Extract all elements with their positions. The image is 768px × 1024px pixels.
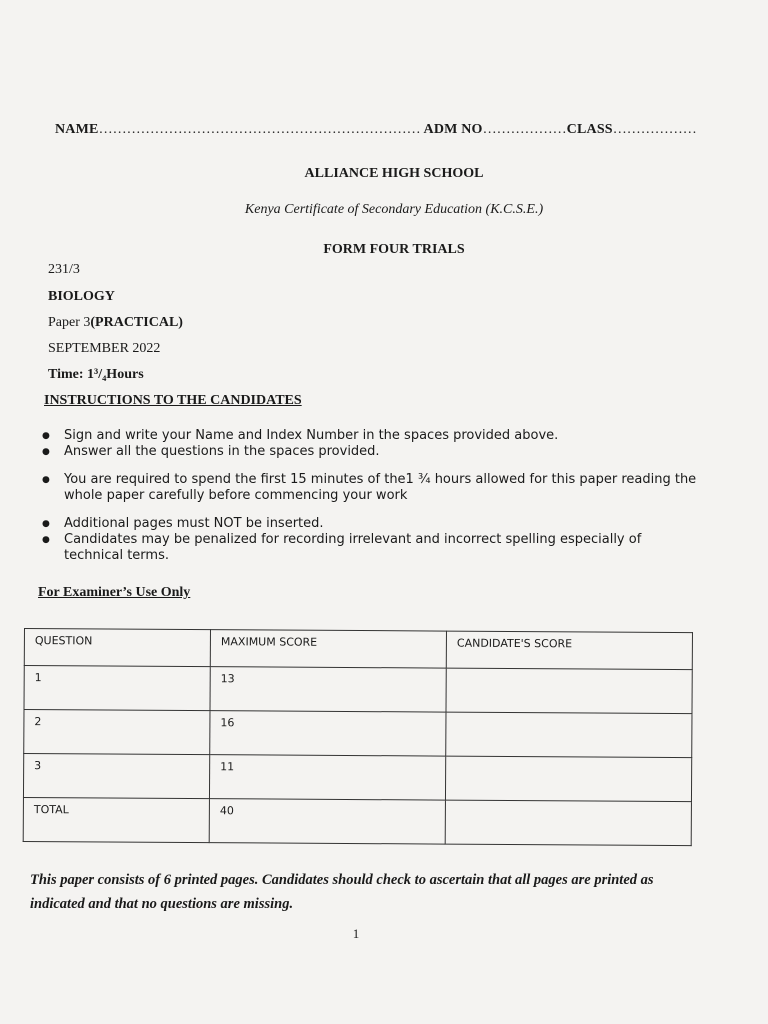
- time-value: 1³/₄Hours: [87, 367, 144, 382]
- question-cell: 1: [24, 666, 210, 711]
- table-row: [24, 666, 692, 714]
- instruction-item: ● You are required to spend the first 15 minutes of the1 ¾ hours allowed for this paper reading the whole paper carefully before commencing your work: [38, 472, 698, 504]
- time-label: Time:: [48, 367, 84, 382]
- table-row: [23, 754, 691, 802]
- class-field-dots[interactable]: ………………: [612, 122, 697, 137]
- paper-number: [48, 315, 183, 331]
- class-label: CLASS: [566, 122, 613, 137]
- question-cell: 3: [23, 754, 209, 799]
- examiner-heading: For Examiner’s Use Only: [38, 585, 191, 600]
- adm-no-field-dots[interactable]: ………………: [482, 122, 567, 137]
- time-allowed: [48, 367, 144, 383]
- exam-series: FORM FOUR TRIALS: [323, 242, 465, 257]
- school-name: ALLIANCE HIGH SCHOOL: [304, 166, 484, 181]
- total-candidate-score-cell[interactable]: [445, 800, 691, 846]
- instruction-item: ● Additional pages must NOT be inserted.: [38, 516, 698, 532]
- instructions-list: [38, 428, 698, 564]
- instruction-item: ● Candidates may be penalized for recording irrelevant and incorrect spelling especially of technical terms.: [38, 532, 698, 564]
- table-row-total: [23, 797, 691, 845]
- page-number: 1: [352, 926, 360, 941]
- name-label: NAME: [55, 122, 99, 137]
- instruction-item: ● Answer all the questions in the spaces provided.: [38, 444, 698, 460]
- paper-prefix: Paper 3: [48, 315, 91, 330]
- candidate-score-cell[interactable]: [446, 712, 692, 758]
- header-candidate-score: CANDIDATE'S SCORE: [446, 631, 692, 670]
- candidate-score-cell[interactable]: [445, 756, 691, 802]
- page-count-notice: This paper consists of 6 printed pages. Candidates should check to ascertain that all pages are printed as indicated and that no questions are missing.: [30, 872, 654, 912]
- total-label-cell: TOTAL: [23, 797, 209, 842]
- max-score-cell: 16: [210, 711, 446, 756]
- candidate-details-line: [55, 122, 697, 138]
- header-question: QUESTION: [24, 629, 210, 667]
- exam-title: Kenya Certificate of Secondary Education (K.C.S.E.): [244, 202, 544, 217]
- paper-code: 231/3: [48, 262, 80, 277]
- table-header-row: [24, 629, 692, 670]
- max-score-cell: 11: [209, 755, 445, 800]
- instructions-heading: INSTRUCTIONS TO THE CANDIDATES: [44, 393, 302, 408]
- max-score-cell: 13: [210, 667, 446, 712]
- candidate-score-cell[interactable]: [446, 668, 692, 714]
- table-row: [24, 710, 692, 758]
- subject: BIOLOGY: [48, 289, 115, 304]
- paper-type: (PRACTICAL): [90, 315, 183, 330]
- exam-date: SEPTEMBER 2022: [48, 341, 161, 356]
- adm-no-label: ADM NO: [423, 122, 483, 137]
- header-maximum-score: MAXIMUM SCORE: [210, 630, 446, 668]
- total-max-score-cell: 40: [209, 799, 445, 844]
- instruction-item: ● Sign and write your Name and Index Number in the spaces provided above.: [38, 428, 698, 444]
- name-field-dots[interactable]: ……………………………………………………………: [98, 122, 421, 137]
- question-cell: 2: [24, 710, 210, 755]
- score-table: [23, 628, 693, 846]
